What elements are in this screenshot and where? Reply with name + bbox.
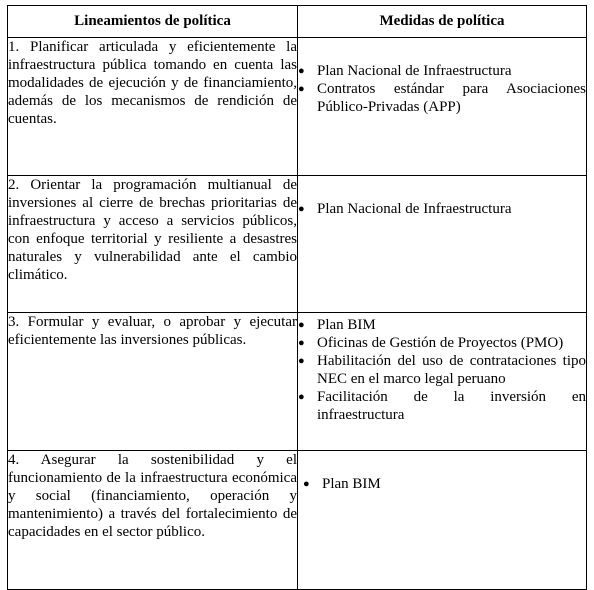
guideline-cell: 3. Formular y evaluar, o aprobar y ejecutar eficientemente las inversiones públicas.: [8, 313, 298, 451]
guideline-cell: 4. Asegurar la sostenibilidad y el funcionamiento de la infraestructura económica y social (financiamiento, operación y mantenimiento) a través del fortalecimiento de capacidades en el sector público.: [8, 451, 298, 590]
measures-cell: [298, 451, 587, 590]
list-item: [298, 62, 586, 80]
policy-table: [7, 5, 587, 590]
table-row: [8, 451, 587, 590]
measure-text: Facilitación de la inversión en infraestructura: [317, 389, 586, 423]
measures-list: [303, 475, 586, 493]
measures-cell: [298, 313, 587, 451]
list-item: [298, 80, 586, 116]
list-item: [298, 334, 586, 352]
measure-text: Contratos estándar para Asociaciones Público-Privadas (APP): [317, 81, 586, 115]
measure-text: Oficinas de Gestión de Proyectos (PMO): [317, 335, 564, 351]
bullet-icon: ●: [298, 83, 305, 95]
header-row: [8, 6, 587, 38]
bullet-icon: ●: [298, 319, 305, 331]
measure-text: Plan BIM: [317, 317, 376, 333]
measures-list: [298, 200, 586, 218]
header-measures: Medidas de política: [298, 6, 587, 38]
header-guidelines: Lineamientos de política: [8, 6, 298, 38]
measure-text: Plan BIM: [322, 476, 381, 492]
bullet-icon: ●: [298, 203, 305, 215]
measures-list: [298, 62, 586, 116]
guideline-cell: 1. Planificar articulada y eficientemente la infraestructura pública tomando en cuenta las modalidades de ejecución y de financiamiento, además de los mecanismos de rendición de cuentas.: [8, 38, 298, 176]
measures-cell: [298, 176, 587, 313]
list-item: [298, 388, 586, 424]
measure-text: Habilitación del uso de contrataciones tipo NEC en el marco legal peruano: [317, 353, 586, 387]
bullet-icon: ●: [298, 65, 305, 77]
list-item: [298, 316, 586, 334]
table-row: [8, 38, 587, 176]
guideline-cell: 2. Orientar la programación multianual de inversiones al cierre de brechas prioritarias de infraestructura y acceso a servicios públicos, con enfoque territorial y resiliente a desastres naturales y vulnerabilidad ante el cambio climático.: [8, 176, 298, 313]
measure-text: Plan Nacional de Infraestructura: [317, 201, 512, 217]
bullet-icon: ●: [298, 337, 305, 349]
bullet-icon: ●: [298, 355, 305, 367]
list-item: [298, 200, 586, 218]
bullet-icon: ●: [303, 478, 310, 490]
list-item: [298, 352, 586, 388]
table-row: [8, 313, 587, 451]
list-item: [303, 475, 586, 493]
policy-document: [7, 5, 587, 590]
table-row: [8, 176, 587, 313]
measure-text: Plan Nacional de Infraestructura: [317, 63, 512, 79]
measures-list: [298, 316, 586, 424]
bullet-icon: ●: [298, 391, 305, 403]
measures-cell: [298, 38, 587, 176]
